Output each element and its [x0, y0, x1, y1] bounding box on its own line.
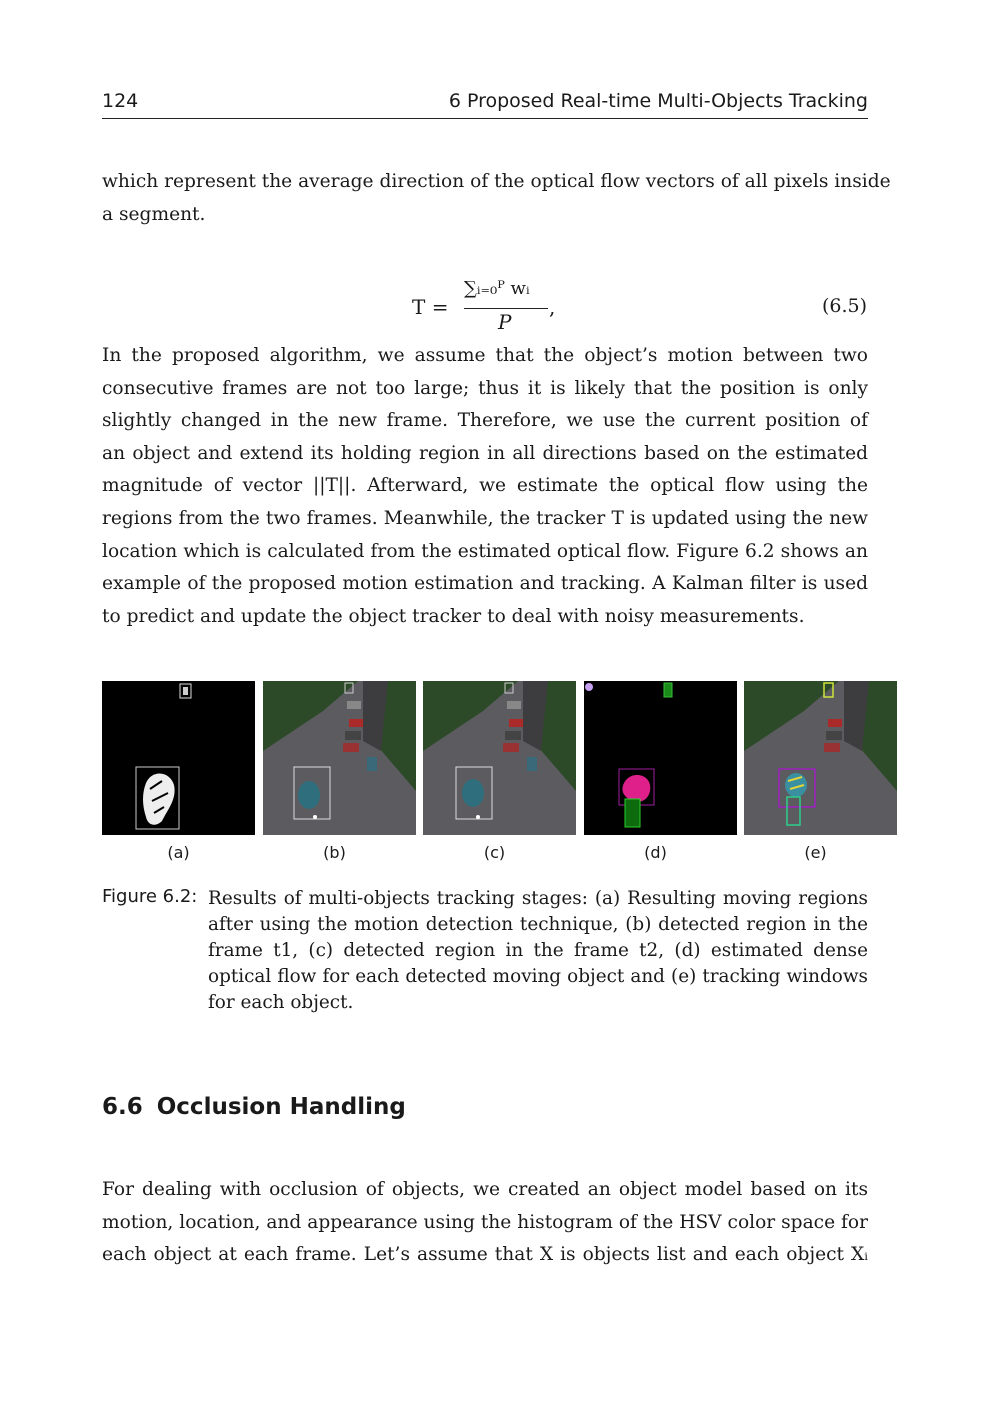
- text-line: motion, location, and appearance using the histogram of the HSV color space for: [102, 1211, 868, 1233]
- panel-a-motion-regions: [102, 681, 255, 835]
- text-line: to predict and update the object tracker to deal with noisy measurements.: [102, 605, 805, 627]
- text-line: magnitude of vector ||T||. Afterward, we estimate the optical flow using the: [102, 475, 868, 497]
- panel-c-frame-t2: [423, 681, 576, 835]
- caption-label: Figure 6.2:: [102, 886, 198, 907]
- caption-line: frame t1, (c) detected region in the frame t2, (d) estimated dense: [208, 940, 868, 961]
- text-line: consecutive frames are not too large; thus it is likely that the position is only: [102, 377, 868, 399]
- panel-d-optical-flow: [584, 681, 737, 835]
- equation-comma: ,: [549, 295, 556, 319]
- equation-number: (6.5): [822, 295, 868, 317]
- text-line: regions from the two frames. Meanwhile, the tracker T is updated using the new: [102, 507, 868, 529]
- text-line: each object at each frame. Let’s assume that X is objects list and each object Xᵢ: [102, 1244, 868, 1266]
- text-line: which represent the average direction of the optical flow vectors of all pixels inside: [102, 171, 891, 192]
- section-paragraph: [102, 1174, 868, 1272]
- page-header: [102, 88, 868, 119]
- text-line: a segment.: [102, 203, 206, 225]
- text-line: location which is calculated from the estimated optical flow. Figure 6.2 shows an: [102, 540, 868, 562]
- caption-line: for each object.: [208, 992, 354, 1013]
- text-line: For dealing with occlusion of objects, we created an object model based on its: [102, 1179, 868, 1200]
- sublabel-e: (e): [804, 843, 827, 862]
- caption-text: [208, 886, 868, 1016]
- sublabel-a: (a): [167, 843, 190, 862]
- caption-line: Results of multi-objects tracking stages: (a) Resulting moving regions: [208, 888, 868, 909]
- text-line: slightly changed in the new frame. Therefore, we use the current position of: [102, 410, 868, 432]
- sublabel-c: (c): [483, 843, 506, 862]
- page-number: 124: [102, 90, 139, 112]
- sublabel-b: (b): [323, 843, 346, 862]
- fraction-bar: [464, 308, 548, 309]
- equation-lhs: T =: [412, 295, 449, 319]
- text-line: example of the proposed motion estimation and tracking. A Kalman filter is used: [102, 573, 868, 595]
- text-line: In the proposed algorithm, we assume that the object’s motion between two: [102, 345, 868, 366]
- panel-b-frame-t1: [263, 681, 416, 835]
- section-title: Occlusion Handling: [156, 1094, 406, 1120]
- section-heading: [102, 1094, 406, 1120]
- main-paragraph: [102, 340, 868, 633]
- caption-line: after using the motion detection technique, (b) detected region in the: [208, 914, 868, 935]
- panel-e-tracking-windows: [744, 681, 897, 835]
- text-line: an object and extend its holding region in all directions based on the estimated: [102, 442, 868, 464]
- equation-numerator: ∑ᵢ₌₀ᴾ wᵢ: [464, 278, 530, 299]
- section-number: 6.6: [102, 1094, 143, 1120]
- equation-denominator: P: [498, 310, 512, 334]
- caption-line: optical flow for each detected moving object and (e) tracking windows: [208, 966, 868, 987]
- intro-paragraph: [102, 166, 891, 231]
- figure-6-2-images: [102, 681, 898, 835]
- sublabel-d: (d): [644, 843, 667, 862]
- running-chapter-title: 6 Proposed Real-time Multi-Objects Tracking: [448, 90, 868, 112]
